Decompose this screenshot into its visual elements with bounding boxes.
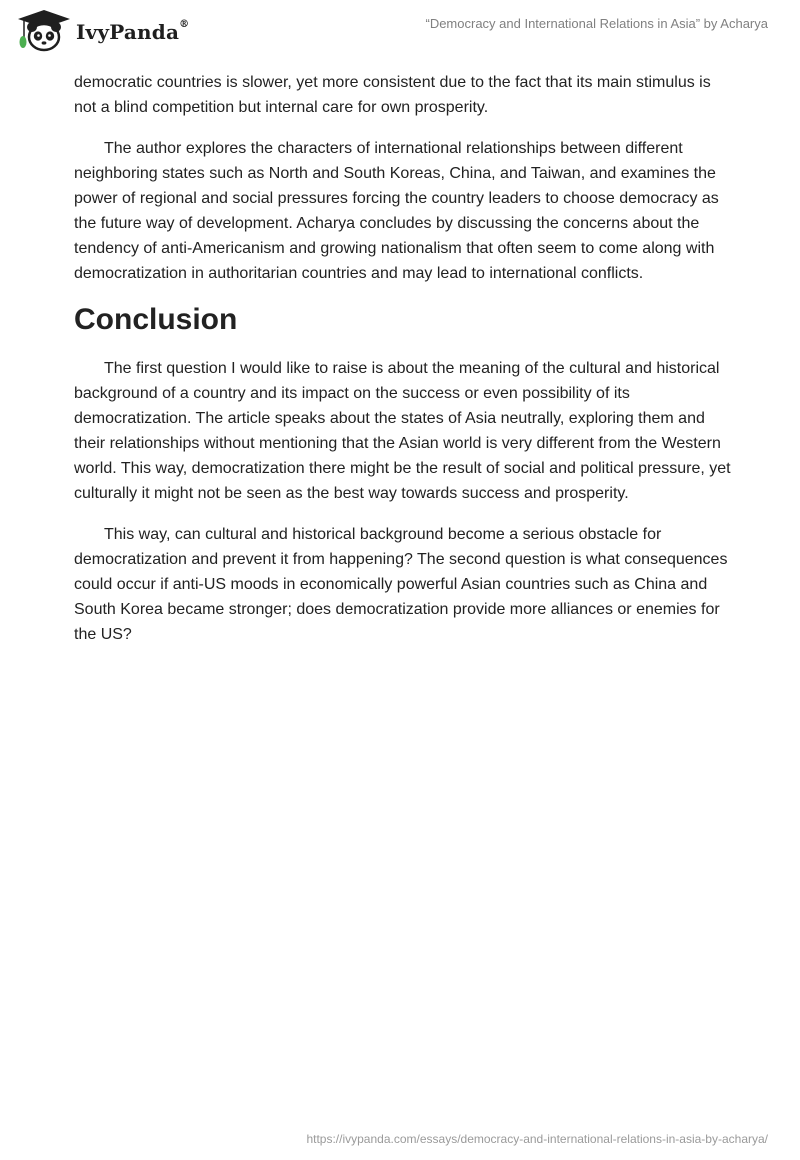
paragraph-author-explores: The author explores the characters of international relationships between different neighboring states such as North and South Koreas, China, and Taiwan, and examines the power of regional and social pressures forcing the country leaders to choose democracy as the future way of development. Acharya concludes by discussing the concerns about the tendency of anti-Americanism and growing nationalism that often seem to come along with democratization in authoritarian countries and may lead to international conflicts. [74, 140, 719, 282]
page-header [0, 0, 800, 70]
paragraph-second-question: This way, can cultural and historical background become a serious obstacle for democratization and prevent it from happening? The second question is what consequences could occur if anti-US moods in economically powerful Asian countries such as China and South Korea became stronger; does democratization provide more alliances or enemies for the US? [74, 526, 728, 643]
ivypanda-logo[interactable] [16, 8, 189, 52]
brand-text: IvyPanda [76, 20, 180, 44]
registered-mark: ® [179, 19, 190, 31]
source-url[interactable]: https://ivypanda.com/essays/democracy-and-international-relations-in-asia-by-acharya/ [306, 1132, 768, 1146]
brand-name [76, 20, 189, 44]
section-heading-conclusion: Conclusion [74, 303, 238, 336]
panda-graduation-cap-icon [16, 8, 72, 52]
document-title: “Democracy and International Relations in Asia” by Acharya [425, 16, 768, 31]
paragraph-first-question: The first question I would like to raise is about the meaning of the cultural and historical background of a country and its impact on the success or even possibility of its democratization. The article speaks about the states of Asia neutrally, exploring them and their relationships without mentioning that the Asian world is very different from the Western world. This way, democratization there might be the result of social and political pressure, yet culturally it might not be seen as the best way towards success and prosperity. [74, 360, 731, 502]
essay-content [74, 70, 734, 663]
paragraph-continuation: democratic countries is slower, yet more consistent due to the fact that its main stimulus is not a blind competition but internal care for own prosperity. [74, 74, 711, 116]
